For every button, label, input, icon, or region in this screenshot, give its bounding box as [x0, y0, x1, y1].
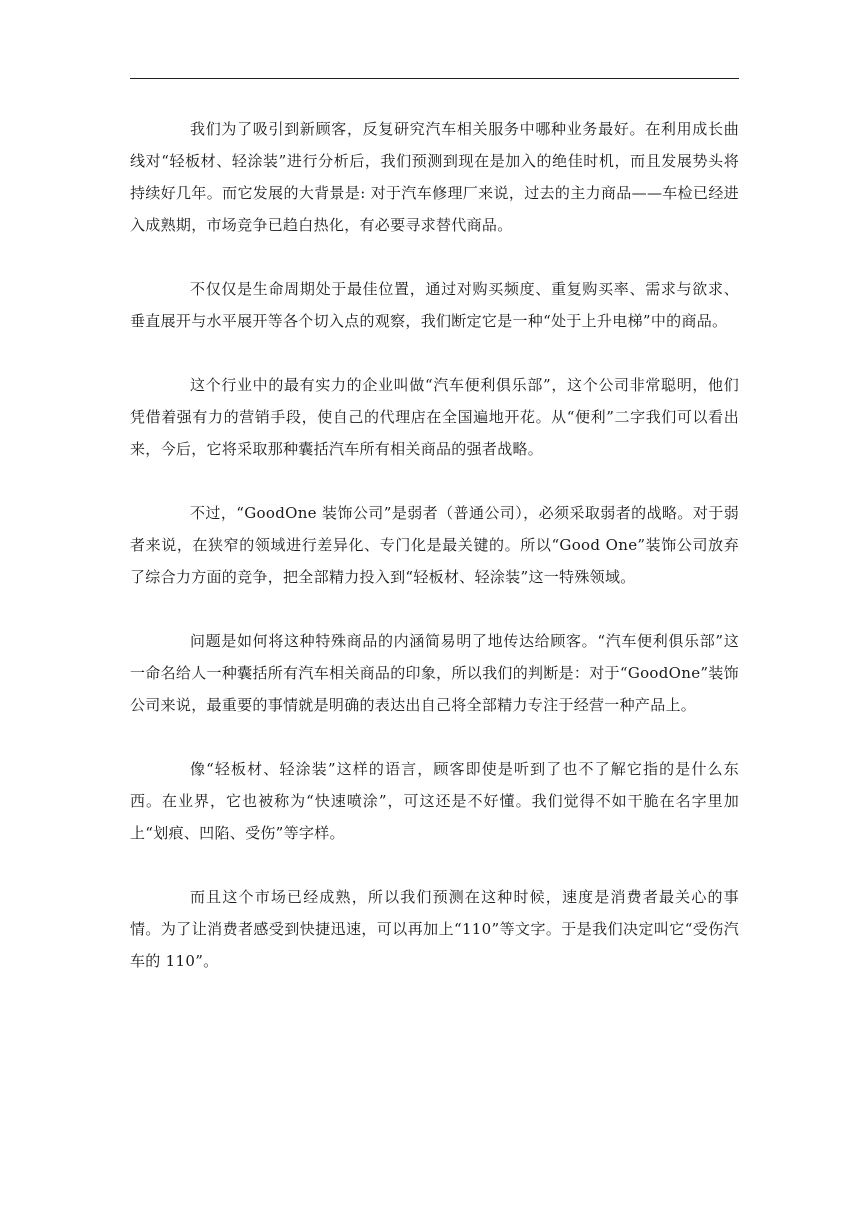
paragraph-2: 不仅仅是生命周期处于最佳位置，通过对购买频度、重复购买率、需求与欲求、垂直展开与水平展开等各个切入点的观察，我们断定它是一种“处于上升电梯”中的商品。 — [130, 280, 739, 330]
header-rule — [130, 78, 739, 79]
document-body — [130, 113, 739, 1009]
paragraph-6: 像“轻板材、轻涂装”这样的语言，顾客即使是听到了也不了解它指的是什么东西。在业界，它也被称为“快速喷涂”，可这还是不好懂。我们觉得不如干脆在名字里加上“划痕、凹陷、受伤”等字样。 — [130, 760, 739, 842]
paragraph-1: 我们为了吸引到新顾客，反复研究汽车相关服务中哪种业务最好。在利用成长曲线对“轻板材、轻涂装”进行分析后，我们预测到现在是加入的绝佳时机，而且发展势头将持续好几年。而它发展的大背景是: 对于汽车修理厂来说，过去的主力商品——车检已经进入成熟期，市场竞争已趋白热化，有必要寻求替代商品。 — [130, 120, 739, 234]
paragraph-5: 问题是如何将这种特殊商品的内涵简易明了地传达给顾客。“汽车便利俱乐部”这一命名给人一种囊括所有汽车相关商品的印象，所以我们的判断是：对于“GoodOne”装饰公司来说，最重要的事情就是明确的表达出自己将全部精力专注于经营一种产品上。 — [130, 632, 739, 714]
paragraph-3: 这个行业中的最有实力的企业叫做“汽车便利俱乐部”，这个公司非常聪明，他们凭借着强有力的营销手段，使自己的代理店在全国遍地开花。从“便利”二字我们可以看出来，今后，它将采取那种囊括汽车所有相关商品的强者战略。 — [130, 376, 739, 458]
paragraph-4: 不过，“GoodOne 装饰公司”是弱者（普通公司），必须采取弱者的战略。对于弱者来说，在狭窄的领域进行差异化、专门化是最关键的。所以“Good One”装饰公司放弃了综合力方面的竞争，把全部精力投入到“轻板材、轻涂装”这一特殊领域。 — [130, 504, 739, 586]
paragraph-7: 而且这个市场已经成熟，所以我们预测在这种时候，速度是消费者最关心的事情。为了让消费者感受到快捷迅速，可以再加上“110”等文字。于是我们决定叫它“受伤汽车的 110”。 — [130, 888, 739, 970]
